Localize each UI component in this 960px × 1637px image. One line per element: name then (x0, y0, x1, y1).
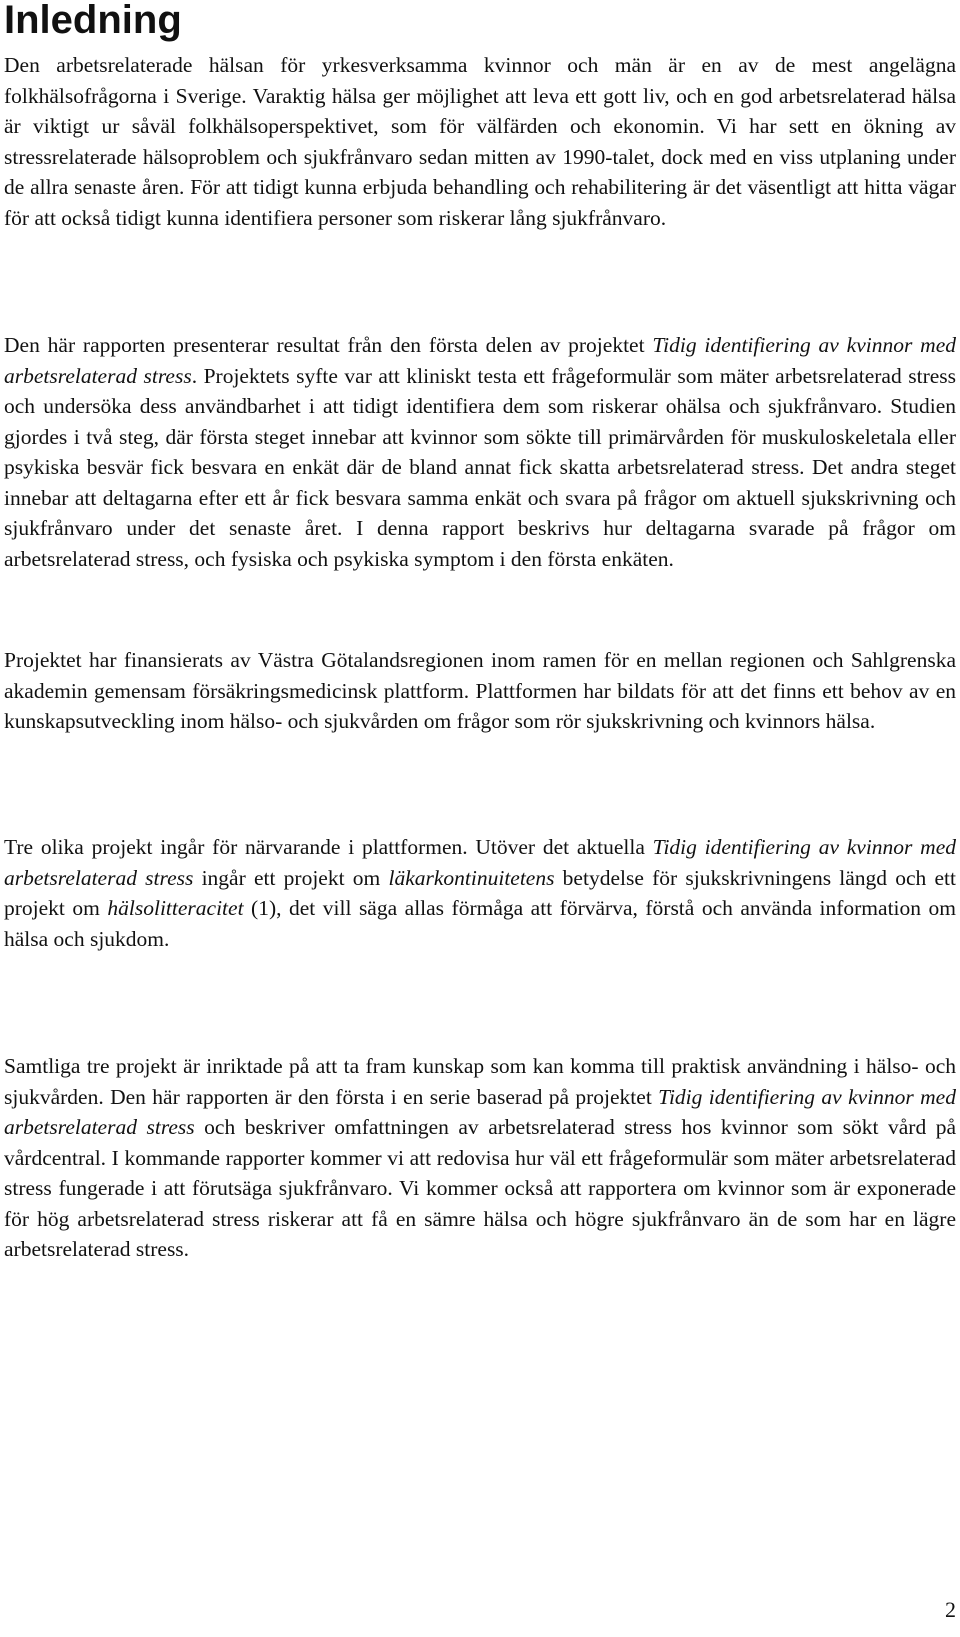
paragraph-4-text: Tre olika projekt ingår för närvarande i plattformen. Utöver det aktuella (4, 835, 653, 859)
paragraph-3 (4, 645, 956, 737)
project-name-italic: hälsolitteracitet (107, 896, 244, 920)
paragraph-5 (4, 1051, 956, 1265)
paragraph-1-text: Den arbetsrelaterade hälsan för yrkesverksamma kvinnor och män är en av de mest angelägna folkhälsofrågorna i Sverige. Varaktig hälsa ger möjlighet att leva ett gott liv, och en god arbetsrelaterad hälsa är viktigt ur såväl folkhälsoperspektivet, som för välfärden och ekonomin. Vi har sett en ökning av stressrelaterade hälsoproblem och sjukfrånvaro sedan mitten av 1990-talet, dock med en viss utplaning under de allra senaste åren. För att tidigt kunna erbjuda behandling och rehabilitering är det väsentligt att hitta vägar för att också tidigt kunna identifiera personer som riskerar lång sjukfrånvaro. (4, 53, 956, 230)
paragraph-4 (4, 832, 956, 954)
paragraph-1 (4, 50, 956, 233)
paragraph-4-text: betydelse för sjukskrivningens längd och ett projekt om (4, 865, 957, 920)
paragraph-2-text: . Projektets syfte var att kliniskt testa ett frågeformulär som mäter arbetsrelaterad stress och undersöka dess användbarhet i att tidigt identifiera dem som riskerar ohälsa och sjukfrånvaro. Studien gjordes i två steg, där första steget innebar att kvinnor som sökte till primärvården för muskuloskeletala eller psykiska besvär fick besvara en enkät där de bland annat fick skatta arbetsrelaterad stress. Det andra steget innebar att deltagarna efter ett år fick besvara samma enkät och svara på frågor om aktuell sjukskrivning och sjukfrånvaro under det senaste året. I denna rapport beskrivs hur deltagarna svarade på frågor om arbetsrelaterad stress, och fysiska och psykiska symptom i den första enkäten. (4, 363, 957, 571)
project-title-italic: Tidig identifiering av kvinnor med arbetsrelaterad stress (4, 835, 956, 890)
project-title-italic: Tidig identifiering av kvinnor med arbetsrelaterad stress (4, 333, 956, 388)
paragraph-5-text: Samtliga tre projekt är inriktade på att ta fram kunskap som kan komma till praktisk användning i hälso- och sjukvården. Den här rapporten är den första i en serie baserad på projektet (4, 1054, 956, 1109)
project-title-italic: Tidig identifiering av kvinnor med arbetsrelaterad stress (4, 1084, 956, 1139)
paragraph-3-text: Projektet har finansierats av Västra Götalandsregionen inom ramen för en mellan regionen och Sahlgrenska akademin gemensam försäkringsmedicinsk plattform. Plattformen har bildats för att det finns ett behov av en kunskapsutveckling inom hälso- och sjukvården om frågor som rör sjukskrivning och kvinnors hälsa. (4, 648, 956, 733)
paragraph-2-text: Den här rapporten presenterar resultat från den första delen av projektet (4, 333, 653, 357)
project-name-italic: läkarkontinuitetens (388, 865, 555, 890)
paragraph-5-text: och beskriver omfattningen av arbetsrelaterad stress hos kvinnor som sökt vård på vårdcentral. I kommande rapporter kommer vi att redovisa hur väl ett frågeformulär som mäter arbetsrelaterad stress fungerade i att förutsäga sjukfrånvaro. Vi kommer också att rapportera om kvinnor som är exponerade för hög arbetsrelaterad stress riskerar att få en sämre hälsa och högre sjukfrånvaro än de som har en lägre arbetsrelaterad stress. (4, 1115, 956, 1261)
paragraph-4-text: ingår ett projekt om (193, 865, 389, 890)
paragraph-4-text: (1), det vill säga allas förmåga att förvärva, förstå och använda information om hälsa och sjukdom. (4, 896, 956, 951)
paragraph-2 (4, 330, 956, 574)
section-heading: Inledning (4, 0, 182, 42)
page-number: 2 (945, 1597, 956, 1622)
